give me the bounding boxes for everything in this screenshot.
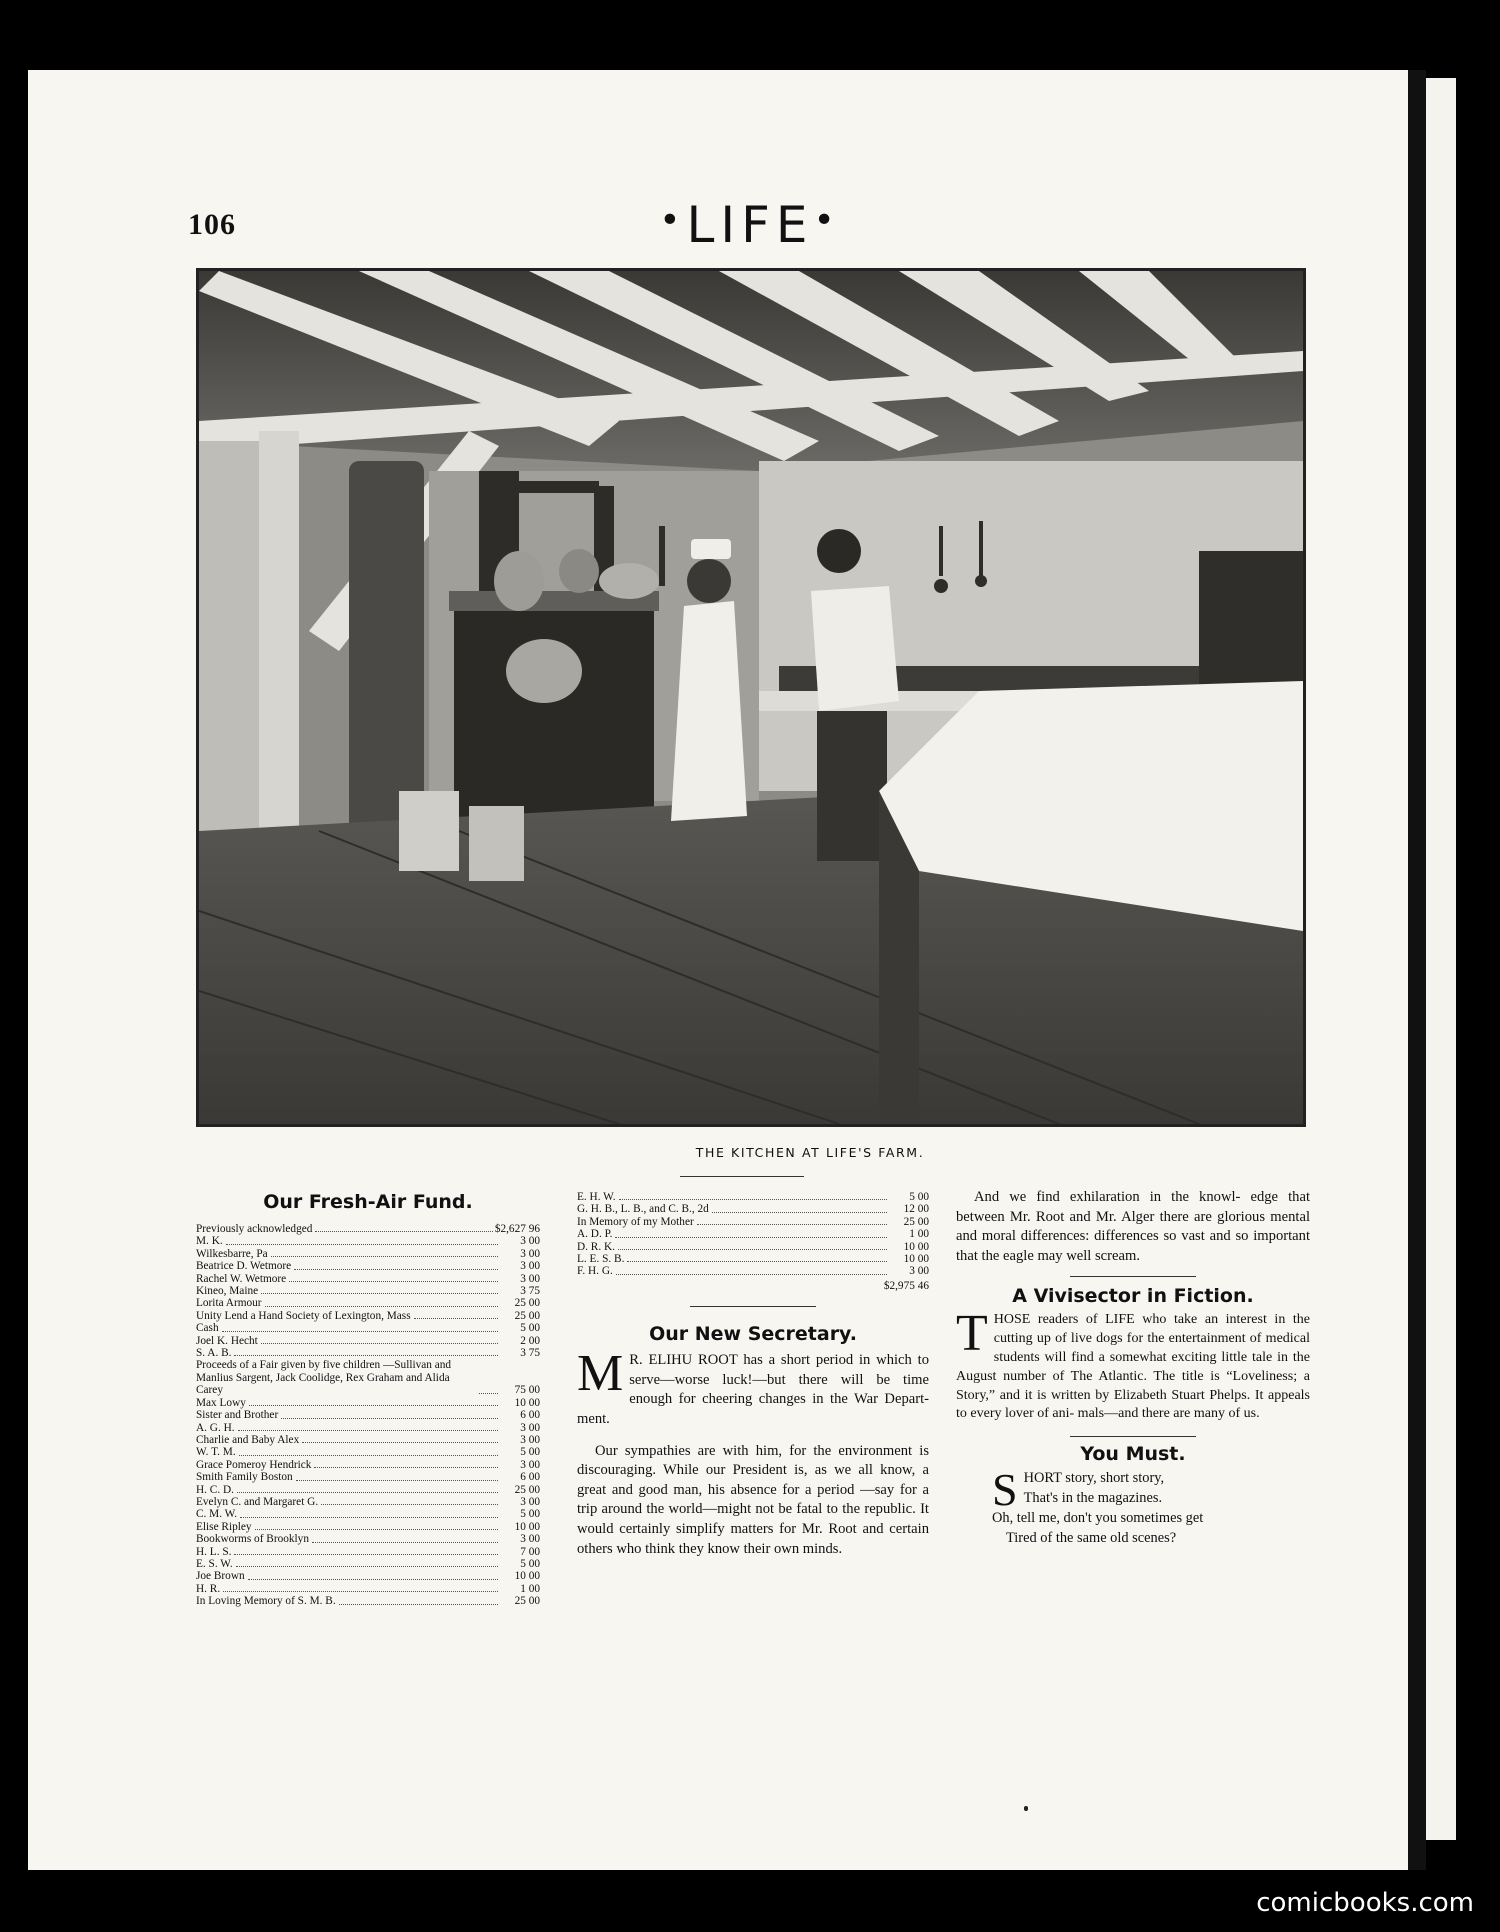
page-number: 106: [188, 208, 236, 241]
ledger-row: [196, 1397, 540, 1409]
ledger-row: [577, 1241, 929, 1253]
donor-name: A. D. P.: [577, 1228, 613, 1241]
ledger-row: [196, 1521, 540, 1533]
leader-dots: [302, 1442, 498, 1443]
masthead: [600, 196, 900, 254]
donation-amount: 5 00: [520, 1322, 540, 1335]
donation-amount: 3 00: [520, 1421, 540, 1434]
leader-dots: [255, 1529, 498, 1530]
donation-amount: 25 00: [903, 1215, 929, 1228]
donation-amount: 1 00: [909, 1228, 929, 1241]
leader-dots: [236, 1566, 498, 1567]
ledger-row: [196, 1260, 540, 1272]
ledger-row: [196, 1558, 540, 1570]
leader-dots: [261, 1293, 498, 1294]
donation-amount: 3 00: [520, 1260, 540, 1273]
donor-name: C. M. W.: [196, 1508, 238, 1521]
fund-ledger-col2: [577, 1191, 929, 1292]
donor-name: Elise Ripley: [196, 1520, 252, 1533]
ledger-row: [196, 1422, 540, 1434]
kitchen-photograph: [196, 268, 1306, 1127]
donor-name: Rachel W. Wetmore: [196, 1272, 287, 1285]
ledger-row: [577, 1203, 929, 1215]
poem-line: Tired of the same old scenes?: [1006, 1529, 1177, 1546]
leader-dots: [294, 1269, 498, 1270]
poem-line: HORT story, short story,: [1023, 1470, 1165, 1487]
masthead-title: LIFE: [686, 196, 814, 254]
ledger-row: [196, 1570, 540, 1582]
leader-dots: [321, 1504, 498, 1505]
paragraph-text: R. ELIHU ROOT has a short period in which to serve—worse luck!—but there will be time enough for cheering changes in the War Depart- ment.: [577, 1352, 929, 1428]
donor-name: Sister and Brother: [196, 1409, 279, 1422]
donor-name: F. H. G.: [577, 1265, 613, 1278]
donation-amount: 2 00: [520, 1334, 540, 1347]
donation-amount: 3 75: [520, 1285, 540, 1298]
leader-dots: [249, 1405, 498, 1406]
donor-name: Bookworms of Brooklyn: [196, 1533, 309, 1546]
ledger-row: [196, 1508, 540, 1520]
donation-amount: 10 00: [514, 1570, 540, 1583]
donor-name: A. G. H.: [196, 1421, 235, 1434]
leader-dots: [237, 1492, 498, 1493]
leader-dots: [619, 1199, 887, 1200]
section-divider: [1070, 1436, 1196, 1437]
donation-amount: 5 00: [520, 1446, 540, 1459]
donor-name: Lorita Armour: [196, 1297, 262, 1310]
ledger-row: [196, 1583, 540, 1595]
ledger-row: [577, 1228, 929, 1240]
ledger-row: [196, 1434, 540, 1446]
kitchen-illustration: [199, 271, 1303, 1124]
ledger-row: [196, 1446, 540, 1458]
donor-name: S. A. B.: [196, 1347, 232, 1360]
fresh-air-fund-column: [196, 1187, 540, 1608]
ledger-row: [196, 1297, 540, 1309]
donation-amount: $2,627 96: [494, 1223, 540, 1235]
donation-amount: 10 00: [514, 1396, 540, 1409]
donor-name: Smith Family Boston: [196, 1471, 293, 1484]
leader-dots: [234, 1355, 498, 1356]
donation-amount: 25 00: [514, 1595, 540, 1608]
ledger-row: [196, 1273, 540, 1285]
donation-amount: 3 00: [520, 1235, 540, 1248]
middle-column: [577, 1191, 929, 1559]
donation-amount: 3 00: [520, 1533, 540, 1546]
leader-dots: [616, 1274, 887, 1275]
donation-amount: 25 00: [514, 1483, 540, 1496]
ledger-row: [196, 1471, 540, 1483]
you-must-title: You Must.: [1080, 1443, 1186, 1466]
leader-dots: [239, 1455, 498, 1456]
donation-amount: 75 00: [514, 1384, 540, 1397]
leader-dots: [271, 1256, 498, 1257]
donor-name: Cash: [196, 1322, 219, 1335]
poem-line: That's in the magazines.: [1023, 1489, 1163, 1506]
fresh-air-fund-title: Our Fresh-Air Fund.: [263, 1191, 473, 1213]
leader-dots: [339, 1604, 498, 1605]
ledger-row: [196, 1409, 540, 1421]
donation-amount: 5 00: [520, 1508, 540, 1521]
leader-dots: [248, 1579, 498, 1580]
donation-amount: 10 00: [903, 1240, 929, 1253]
leader-dots: [240, 1517, 498, 1518]
donor-name: In Loving Memory of S. M. B.: [196, 1595, 336, 1608]
caption-divider: [680, 1176, 804, 1177]
donation-amount: 10 00: [903, 1253, 929, 1266]
ledger-row: [196, 1248, 540, 1260]
donation-amount: 3 00: [520, 1495, 540, 1508]
donor-name: Unity Lend a Hand Society of Lexington, Mass: [196, 1309, 411, 1322]
new-secretary-paragraph-3: And we find exhilaration in the knowl- edge that between Mr. Root and Mr. Alger there are glorious mental and moral differences: differences so vast and so important that the eagle may well scream.: [956, 1189, 1310, 1264]
leader-dots: [312, 1542, 498, 1543]
donor-name: Beatrice D. Wetmore: [196, 1260, 292, 1273]
ledger-row: [196, 1335, 540, 1347]
masthead-dot-left: •: [659, 200, 687, 241]
donor-name: M. K.: [196, 1235, 223, 1248]
donation-amount: 25 00: [514, 1297, 540, 1310]
donor-name: Previously acknowledged: [196, 1223, 313, 1235]
leader-dots: [627, 1261, 887, 1262]
leader-dots: [697, 1224, 887, 1225]
leader-dots: [281, 1418, 498, 1419]
ledger-row: [577, 1253, 929, 1265]
donor-name: Proceeds of a Fair given by five children —Sullivan and Manlius Sargent, Jack Coolidge, Rex Graham and Alida Carey: [196, 1359, 452, 1397]
donor-name: In Memory of my Mother: [577, 1215, 694, 1228]
page-gutter: [1408, 70, 1426, 1870]
donation-amount: 3 00: [520, 1247, 540, 1260]
donor-name: Grace Pomeroy Hendrick: [196, 1458, 312, 1471]
donation-amount: 3 00: [909, 1265, 929, 1278]
donor-name: H. R.: [196, 1582, 221, 1595]
ledger-row: [577, 1216, 929, 1228]
donation-amount: 3 00: [520, 1272, 540, 1285]
ledger-row: [196, 1310, 540, 1322]
ledger-row: [196, 1347, 540, 1359]
donation-amount: 3 00: [520, 1458, 540, 1471]
donation-amount: 10 00: [514, 1520, 540, 1533]
watermark: comicbooks.com: [1256, 1888, 1474, 1918]
dropcap: S: [992, 1464, 1018, 1516]
donor-name: Evelyn C. and Margaret G.: [196, 1495, 319, 1508]
leader-dots: [414, 1318, 498, 1319]
ledger-row: [196, 1359, 540, 1396]
donor-name: E. S. W.: [196, 1557, 233, 1570]
donor-name: D. R. K.: [577, 1240, 615, 1253]
ledger-row: [196, 1546, 540, 1558]
donation-amount: 12 00: [903, 1203, 929, 1216]
ledger-row: [196, 1285, 540, 1297]
ledger-row: [196, 1484, 540, 1496]
donor-name: Joel K. Hecht: [196, 1334, 258, 1347]
leader-dots: [234, 1554, 498, 1555]
donation-amount: 6 00: [520, 1471, 540, 1484]
ledger-row: [196, 1223, 540, 1235]
leader-dots: [615, 1237, 887, 1238]
fund-total: $2,975 46: [883, 1279, 929, 1292]
ledger-row: [577, 1265, 929, 1277]
new-secretary-paragraph-2: Our sympathies are with him, for the environment is discouraging. While our President is, as we all know, a great and good man, his absence for a period —say for a trip around the world—might not be fatal to the republic. It would certainly simplify matters for Mr. Root and certain others who think they know their own minds.: [577, 1442, 929, 1557]
leader-dots: [315, 1231, 492, 1232]
donation-amount: 7 00: [520, 1545, 540, 1558]
fund-ledger-col1: [196, 1223, 540, 1608]
leader-dots: [618, 1249, 887, 1250]
leader-dots: [265, 1306, 498, 1307]
masthead-dot-right: •: [813, 200, 841, 241]
donation-amount: 25 00: [514, 1309, 540, 1322]
donor-name: L. E. S. B.: [577, 1253, 625, 1266]
leader-dots: [222, 1331, 498, 1332]
right-column: [956, 1188, 1310, 1548]
dropcap: T: [956, 1305, 988, 1363]
leader-dots: [314, 1467, 498, 1468]
ledger-row: [196, 1533, 540, 1545]
vivisector-title: A Vivisector in Fiction.: [1012, 1285, 1254, 1308]
ledger-row: [196, 1235, 540, 1247]
ledger-row: [577, 1191, 929, 1203]
ledger-row: [196, 1496, 540, 1508]
donation-amount: 3 75: [520, 1347, 540, 1360]
section-divider: [1070, 1276, 1196, 1277]
donor-name: Charlie and Baby Alex: [196, 1433, 300, 1446]
donor-name: Joe Brown: [196, 1570, 245, 1583]
donor-name: Max Lowy: [196, 1396, 246, 1409]
leader-dots: [226, 1244, 498, 1245]
leader-dots: [479, 1393, 498, 1394]
leader-dots: [712, 1212, 887, 1213]
leader-dots: [238, 1430, 498, 1431]
donor-name: Wilkesbarre, Pa: [196, 1247, 268, 1260]
facing-page-edge: [1426, 78, 1456, 1840]
you-must-poem: [956, 1464, 1310, 1548]
ledger-row: [196, 1322, 540, 1334]
donation-amount: 6 00: [520, 1409, 540, 1422]
leader-dots: [289, 1281, 498, 1282]
dropcap: M: [577, 1345, 624, 1403]
new-secretary-title: Our New Secretary.: [649, 1323, 857, 1346]
paragraph-text: HOSE readers of LIFE who take an interest in the cutting up of live dogs for the entertainment of medical students will find a somewhat exciting little tale in the August number of The Atlantic. The title is “Loveliness; a Story,” and it is written by Elizabeth Stuart Phelps. It appeals to every lover of ani- mals—and there are many of us.: [956, 1312, 1310, 1422]
ledger-row: [196, 1459, 540, 1471]
leader-dots: [223, 1591, 498, 1592]
donor-name: Kineo, Maine: [196, 1285, 259, 1298]
leader-dots: [296, 1480, 498, 1481]
leader-dots: [261, 1343, 498, 1344]
new-secretary-paragraph-1: [577, 1345, 929, 1429]
donation-amount: 3 00: [520, 1433, 540, 1446]
donation-amount: 5 00: [520, 1557, 540, 1570]
ledger-row: [196, 1595, 540, 1607]
photo-caption: THE KITCHEN AT LIFE'S FARM.: [695, 1145, 925, 1160]
poem-line: Oh, tell me, don't you sometimes get: [992, 1510, 1204, 1527]
donor-name: G. H. B., L. B., and C. B., 2d: [577, 1203, 709, 1216]
vivisector-paragraph: [956, 1305, 1310, 1424]
section-divider: [690, 1306, 816, 1307]
donation-amount: 1 00: [520, 1582, 540, 1595]
donor-name: H. C. D.: [196, 1483, 234, 1496]
donor-name: H. L. S.: [196, 1545, 232, 1558]
donation-amount: 5 00: [909, 1191, 929, 1203]
donor-name: E. H. W.: [577, 1191, 616, 1203]
print-speck: [1024, 1806, 1028, 1811]
donor-name: W. T. M.: [196, 1446, 236, 1459]
